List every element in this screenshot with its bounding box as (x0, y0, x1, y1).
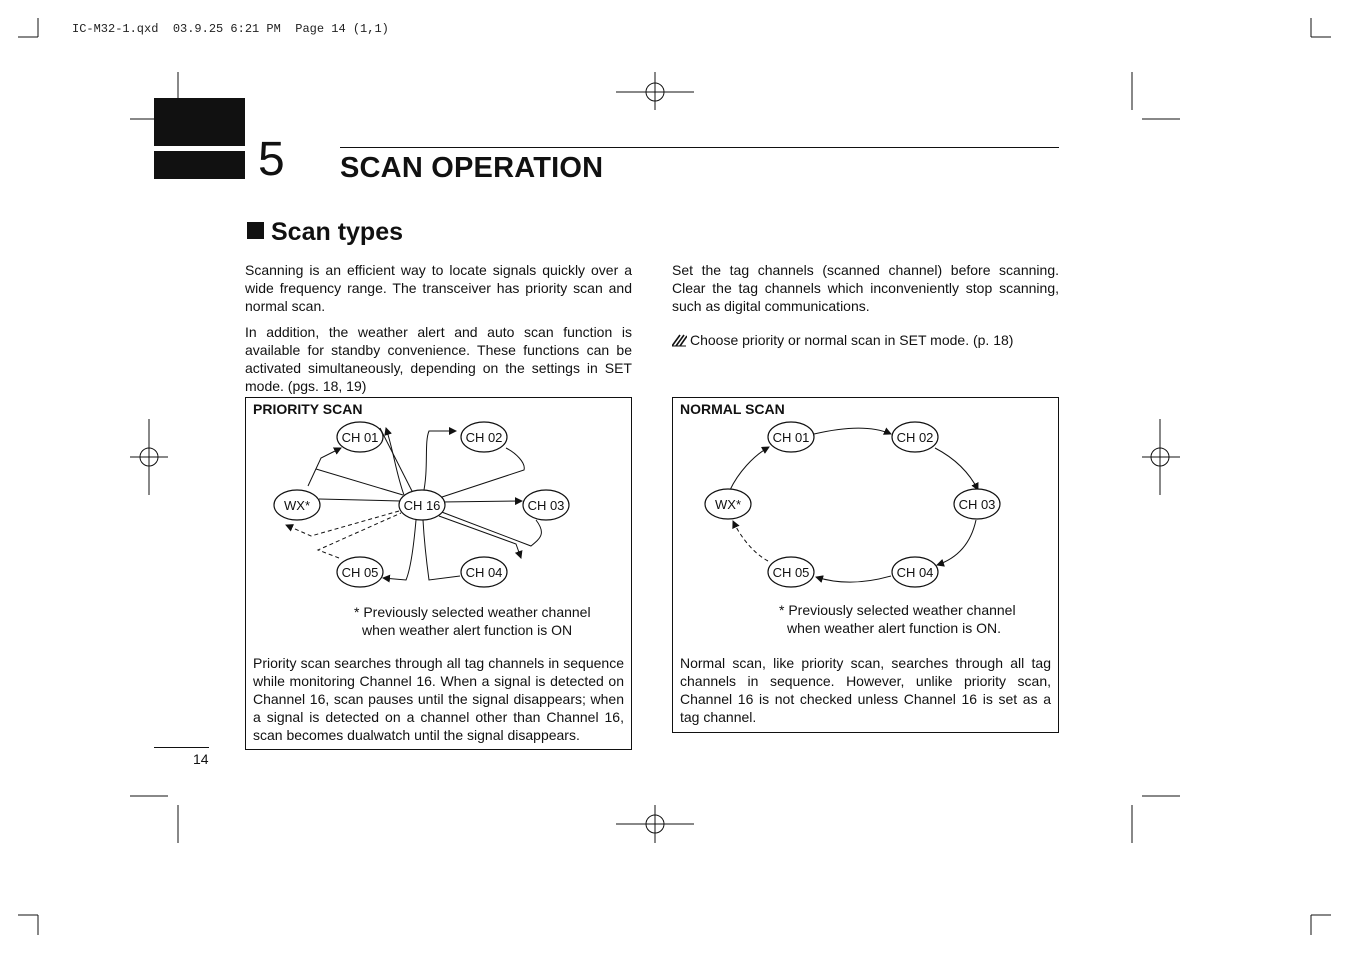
priority-scan-diagram (246, 398, 631, 598)
label-ch05: CH 05 (341, 565, 379, 580)
arrow-ch01-ch02 (814, 428, 891, 434)
dashed-ch05-ch16 (318, 513, 401, 558)
chapter-title: SCAN OPERATION (340, 152, 604, 184)
dashed-ch05-wx (733, 521, 768, 561)
label-ch03: CH 03 (958, 497, 996, 512)
black-square-icon (247, 222, 264, 239)
label-ch03: CH 03 (527, 498, 565, 513)
line-ch02-ch16 (439, 448, 524, 498)
page-number-rule (154, 747, 209, 748)
intro-paragraph: Scanning is an efficient way to locate signals quickly over a wide frequency range. The transceiver has priority scan and normal scan. (245, 262, 632, 314)
arrow-ch02-ch03 (935, 448, 978, 490)
label-ch01: CH 01 (341, 430, 379, 445)
line-ch03-ch16 (439, 511, 541, 546)
section-heading (247, 218, 403, 247)
arrow-ch04-ch05 (816, 576, 891, 582)
priority-scan-title: PRIORITY SCAN (253, 401, 363, 417)
tag-channel-paragraph: Set the tag channels (scanned channel) before scanning. Clear the tag channels which inconveniently stop scanning, such as digital communications. (672, 262, 1059, 314)
priority-footnote-line1: * Previously selected weather channel (354, 604, 591, 620)
arrow-ch16-ch01 (386, 428, 404, 495)
line-ch01-ch16 (380, 428, 414, 495)
label-wx: WX* (715, 497, 741, 512)
label-ch04: CH 04 (896, 565, 934, 580)
normal-footnote-line2: when weather alert function is ON. (787, 620, 1001, 636)
normal-scan-title: NORMAL SCAN (680, 401, 785, 417)
arrow-ch16-ch05 (383, 520, 416, 580)
normal-footnote-line1: * Previously selected weather channel (779, 602, 1016, 618)
weather-paragraph: In addition, the weather alert and auto scan function is available for standby convenience. These functions can be activated simultaneously, depending on the settings in SET mode. (pgs. 18, 19) (245, 324, 632, 394)
priority-scan-description: Priority scan searches through all tag channels in sequence while monitoring Channel 16. When a signal is detected on Channel 16, scan pauses until the signal disappears; when a signal is detected on a channel other than Channel 16, scan becomes dualwatch until the signal disappears. (253, 655, 624, 743)
arrow-ch03-ch04 (937, 520, 976, 565)
normal-scan-box (672, 397, 1059, 733)
chapter-rule (340, 147, 1059, 148)
priority-footnote-line2: when weather alert function is ON (362, 622, 573, 638)
label-ch04: CH 04 (465, 565, 503, 580)
label-ch05: CH 05 (772, 565, 810, 580)
priority-scan-box (245, 397, 632, 750)
page-number: 14 (193, 751, 209, 767)
label-ch02: CH 02 (896, 430, 934, 445)
chapter-tab-lower (154, 151, 245, 179)
label-ch16: CH 16 (403, 498, 441, 513)
normal-scan-diagram (673, 398, 1058, 598)
line-wx-side (319, 499, 400, 501)
note-row (672, 331, 1013, 349)
normal-scan-description: Normal scan, like priority scan, searches through all tag channels in sequence. However, unlike priority scan, Channel 16 is not checked unless Channel 16 is set as a tag channel. (680, 655, 1051, 725)
section-title: Scan types (271, 218, 404, 246)
print-slug: IC-M32-1.qxd 03.9.25 6:21 PM Page 14 (1,1) (72, 22, 389, 36)
arrow-wx-ch01 (730, 447, 769, 490)
line-wx-ch16 (316, 469, 403, 495)
label-wx: WX* (284, 498, 310, 513)
chapter-tab-upper (154, 98, 245, 146)
chapter-number: 5 (258, 133, 285, 186)
label-ch01: CH 01 (772, 430, 810, 445)
arrow-wx-ch01 (308, 448, 341, 486)
label-ch02: CH 02 (465, 430, 503, 445)
note-text: Choose priority or normal scan in SET mode. (p. 18) (690, 332, 1014, 348)
arrow-ch16-ch02 (423, 431, 456, 495)
line-ch04-ch16 (423, 520, 460, 580)
arrow-ch16-ch03 (441, 501, 522, 502)
note-hatch-icon (672, 334, 687, 347)
